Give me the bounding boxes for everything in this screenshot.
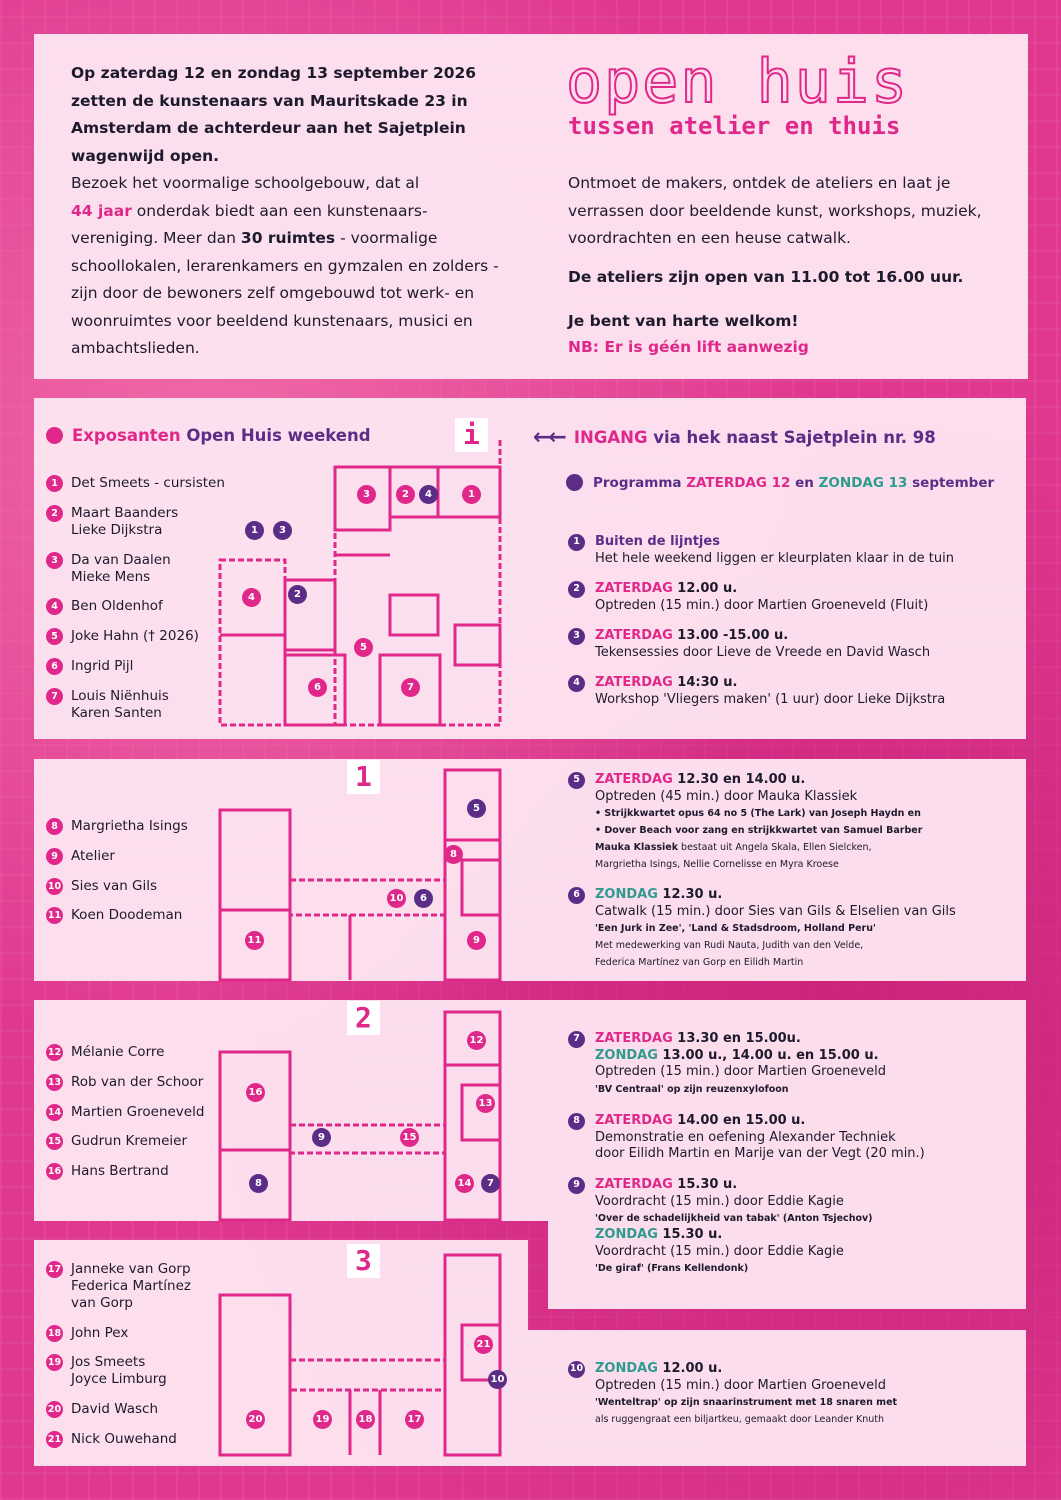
programme-day: ZATERDAG <box>595 628 673 643</box>
exhibitor-number-badge: 9 <box>46 848 63 865</box>
programme-day: ZONDAG <box>595 1361 658 1376</box>
programme-day: ZATERDAG <box>595 1113 673 1128</box>
intro-rooms: 30 ruimtes <box>240 229 336 247</box>
programme-text: Optreden (45 min.) door Mauka Klassiek <box>595 788 858 804</box>
map-room-badge: 16 <box>246 1083 265 1102</box>
map-room-badge: 15 <box>400 1128 419 1147</box>
exhibitor-name: Janneke van Gorp Federica Martínez van Gorp <box>71 1261 191 1311</box>
exhibitor-name: Nick Ouwehand <box>71 1431 177 1447</box>
programme-text: • Dover Beach voor zang en strijkkwartet van Samuel Barber <box>595 825 923 836</box>
map-room-badge: 10 <box>387 889 406 908</box>
programme-text: 'Een Jurk in Zee', 'Land & Stadsdroom, Holland Peru' <box>595 923 876 934</box>
exhibitor-name: Koen Doodeman <box>71 907 183 923</box>
programme-time: 14.00 en 15.00 u. <box>672 1113 806 1128</box>
programme-text: Optreden (15 min.) door Martien Groeneveld <box>595 1064 886 1079</box>
programme-text: Tekensessies door Lieve de Vreede en David Wasch <box>595 644 931 660</box>
map-room-badge: 19 <box>313 1410 332 1429</box>
map-room-badge: 6 <box>414 889 433 908</box>
programme-text: door Eilidh Martin en Marije van der Vegt (20 min.) <box>595 1146 925 1161</box>
map-room-badge: 3 <box>273 521 292 540</box>
exhibitor-name: David Wasch <box>71 1401 159 1417</box>
entrance-pink: INGANG <box>573 428 648 447</box>
programme-day: ZONDAG <box>595 1227 658 1242</box>
exhibitor-name: Jos Smeets Joyce Limburg <box>71 1354 167 1387</box>
programme-text: als ruggengraat een biljartkeu, gemaakt door Leander Knuth <box>595 1414 885 1425</box>
prog-sept: september <box>907 474 995 491</box>
exhibitor-number-badge: 6 <box>46 658 63 675</box>
programme-text: Workshop 'Vliegers maken' (1 uur) door Lieke Dijkstra <box>595 691 946 707</box>
prog-label: Programma <box>593 474 687 491</box>
entrance-arrows-icon: ←← <box>533 425 564 450</box>
programme-number-badge: 2 <box>568 581 585 598</box>
map-room-badge: 20 <box>246 1410 265 1429</box>
programme-number-badge: 4 <box>568 675 585 692</box>
programme-number-badge: 6 <box>568 887 585 904</box>
prog-sun: ZONDAG 13 <box>818 474 908 491</box>
map-room-badge: 5 <box>354 638 373 657</box>
programme-text: Demonstratie en oefening Alexander Techniek <box>595 1129 896 1145</box>
programme-time: 14:30 u. <box>672 675 738 690</box>
exhibitor-number-badge: 11 <box>46 907 63 924</box>
map-room-badge: 12 <box>467 1031 486 1050</box>
floor-2-label: 2 <box>347 1001 380 1035</box>
programme-number-badge: 3 <box>568 628 585 645</box>
map-room-badge: 4 <box>242 588 261 607</box>
prog-sat: ZATERDAG 12 <box>686 474 791 491</box>
programme-small-text: bestaat uit Angela Skala, Ellen Sielcken, <box>678 842 872 853</box>
floor-ground-label: i <box>455 418 488 452</box>
intro-p1: Bezoek het voormalige schoolgebouw, dat al <box>71 174 420 192</box>
programme-text: Met medewerking van Rudi Nauta, Judith van den Velde, <box>595 940 864 951</box>
map-room-badge: 2 <box>396 485 415 504</box>
exhibitor-name: Rob van der Schoor <box>71 1074 204 1090</box>
exhibitor-name: Maart Baanders Lieke Dijkstra <box>71 505 179 538</box>
exhibitor-number-badge: 8 <box>46 818 63 835</box>
map-room-badge: 13 <box>476 1094 495 1113</box>
exhibitor-name: Louis Niënhuis Karen Santen <box>71 688 169 721</box>
programme-number-badge: 9 <box>568 1177 585 1194</box>
map-room-badge: 6 <box>308 678 327 697</box>
exhibitor-number-badge: 16 <box>46 1163 63 1180</box>
exhibitor-number-badge: 13 <box>46 1074 63 1091</box>
exhibitor-name: Martien Groeneveld <box>71 1104 205 1120</box>
title-hours: De ateliers zijn open van 11.00 tot 16.00 uur. <box>568 268 964 286</box>
map-room-badge: 10 <box>488 1370 507 1389</box>
map-room-badge: 9 <box>312 1128 331 1147</box>
programme-text: Het hele weekend liggen er kleurplaten klaar in de tuin <box>595 550 954 566</box>
exhibitor-name: John Pex <box>71 1325 129 1341</box>
programme-text: • Strijkkwartet opus 64 no 5 (The Lark) van Joseph Haydn en <box>595 808 921 819</box>
exhibitor-number-badge: 18 <box>46 1325 63 1342</box>
map-room-badge: 8 <box>444 845 463 864</box>
exhibitor-number-badge: 4 <box>46 598 63 615</box>
programme-text: Optreden (15 min.) door Martien Groeneveld <box>595 1377 886 1393</box>
programme-time: 13.30 en 15.00u. <box>672 1031 801 1046</box>
exhibitor-name: Margrietha Isings <box>71 818 188 834</box>
programme-number-badge: 1 <box>568 534 585 551</box>
programme-day: ZATERDAG <box>595 675 673 690</box>
exhibitor-number-badge: 5 <box>46 628 63 645</box>
exhibitor-name: Hans Bertrand <box>71 1163 169 1179</box>
map-room-badge: 21 <box>474 1335 493 1354</box>
programme-text: 'De giraf' (Frans Kellendonk) <box>595 1263 749 1274</box>
programme-time: 12.30 u. <box>657 887 723 902</box>
floor-3-label: 3 <box>347 1244 380 1278</box>
programme-small-bold: Mauka Klassiek <box>595 842 679 853</box>
map-room-badge: 8 <box>249 1174 268 1193</box>
programme-number-badge: 7 <box>568 1031 585 1048</box>
exhibitor-number-badge: 21 <box>46 1431 63 1448</box>
programme-time: 12.00 u. <box>672 581 738 596</box>
exhibitor-number-badge: 14 <box>46 1104 63 1121</box>
programme-text: Federica Martínez van Gorp en Eilidh Martin <box>595 957 804 968</box>
map-room-badge: 4 <box>419 485 438 504</box>
exhibitor-number-badge: 17 <box>46 1261 63 1278</box>
programme-text: Buiten de lijntjes <box>595 534 720 549</box>
map-room-badge: 1 <box>462 485 481 504</box>
programme-number-badge: 8 <box>568 1113 585 1130</box>
map-room-badge: 1 <box>245 521 264 540</box>
title-main: open huis <box>566 47 910 117</box>
exhibitor-number-badge: 7 <box>46 688 63 705</box>
programme-day: ZATERDAG <box>595 772 673 787</box>
programme-time: 13.00 -15.00 u. <box>672 628 789 643</box>
intro-p3: - voormalige schoollokalen, lerarenkamers en gymzalen en zolders - zijn door de bewoners zelf omgebouwd tot werk- en woonruimtes voor beeldend kunstenaars, musici en ambachtslieden. <box>71 229 499 357</box>
exhibitor-name: Gudrun Kremeier <box>71 1133 188 1149</box>
map-room-badge: 3 <box>357 485 376 504</box>
programme-day: ZONDAG <box>595 1047 658 1063</box>
programme-text: 'BV Centraal' op zijn reuzenxylofoon <box>595 1083 789 1095</box>
entrance-rest: via hek naast Sajetplein nr. 98 <box>647 428 936 447</box>
map-room-badge: 14 <box>455 1174 474 1193</box>
map-room-badge: 11 <box>245 931 264 950</box>
map-room-badge: 17 <box>405 1410 424 1429</box>
exhibitor-number-badge: 15 <box>46 1133 63 1150</box>
exhibitor-number-badge: 2 <box>46 505 63 522</box>
programme-day: ZONDAG <box>595 887 658 902</box>
title-desc: Ontmoet de makers, ontdek de ateliers en laat je verrassen door beeldende kunst, workshops, muziek, voordrachten en een heuse catwalk. <box>568 174 982 247</box>
programme-text: Voordracht (15 min.) door Eddie Kagie <box>595 1193 844 1209</box>
programme-time: 15.30 u. <box>672 1177 738 1192</box>
intro-bold: Op zaterdag 12 en zondag 13 september 2026 zetten de kunstenaars van Mauritskade 23 in Amsterdam de achterdeur aan het Sajetplein wagenwijd open. <box>71 64 477 165</box>
exhibitor-number-badge: 19 <box>46 1354 63 1371</box>
heading-pink: Exposanten <box>72 426 181 445</box>
programme-text: Catwalk (15 min.) door Sies van Gils & Elselien van Gils <box>595 903 956 919</box>
map-room-badge: 2 <box>288 585 307 604</box>
programme-day: ZATERDAG <box>595 1031 673 1046</box>
floor-1-label: 1 <box>347 760 380 794</box>
programme-time: 12.00 u. <box>657 1361 723 1376</box>
programme-day: ZATERDAG <box>595 1177 673 1192</box>
exhibitor-number-badge: 1 <box>46 475 63 492</box>
exhibitor-name: Da van Daalen Mieke Mens <box>71 552 171 585</box>
exhibitor-number-badge: 10 <box>46 878 63 895</box>
programme-time: 12.30 en 14.00 u. <box>672 772 806 787</box>
programme-time: 15.30 u. <box>657 1227 723 1242</box>
exhibitor-name: Sies van Gils <box>71 878 158 894</box>
programme-text: Voordracht (15 min.) door Eddie Kagie <box>595 1243 844 1259</box>
exhibitor-number-badge: 20 <box>46 1401 63 1418</box>
exhibitor-number-badge: 3 <box>46 552 63 569</box>
exhibitor-name: Det Smeets - cursisten <box>71 475 225 491</box>
programme-time: 13.00 u., 14.00 u. en 15.00 u. <box>657 1047 879 1063</box>
title-sub: tussen atelier en thuis <box>568 112 901 140</box>
programme-number-badge: 10 <box>568 1361 585 1378</box>
exhibitor-name: Mélanie Corre <box>71 1044 165 1060</box>
title-nb: NB: Er is géén lift aanwezig <box>568 338 809 356</box>
exhibitor-name: Joke Hahn († 2026) <box>71 628 199 644</box>
heading-rest: Open Huis weekend <box>180 426 371 445</box>
prog-and: en <box>790 474 819 491</box>
programme-day: ZATERDAG <box>595 581 673 596</box>
programme-text: Optreden (15 min.) door Martien Groeneveld (Fluit) <box>595 597 929 613</box>
map-room-badge: 18 <box>356 1410 375 1429</box>
programme-number-badge: 5 <box>568 772 585 789</box>
map-room-badge: 7 <box>401 678 420 697</box>
programme-text: 'Wenteltrap' op zijn snaarinstrument met 18 snaren met <box>595 1397 898 1408</box>
programme-text: Margrietha Isings, Nellie Cornelisse en Myra Kroese <box>595 859 839 870</box>
map-room-badge: 9 <box>467 931 486 950</box>
exhibitor-number-badge: 12 <box>46 1044 63 1061</box>
exhibitor-name: Ben Oldenhof <box>71 598 163 614</box>
intro-p2: onderdak biedt aan een kunstenaars-vereniging. Meer dan <box>71 201 428 247</box>
title-welcome: Je bent van harte welkom! <box>568 312 799 330</box>
exhibitor-name: Ingrid Pijl <box>71 658 134 674</box>
map-room-badge: 5 <box>467 799 486 818</box>
programme-text: 'Over de schadelijkheid van tabak' (Anton Tsjechov) <box>595 1213 873 1224</box>
intro-years: 44 jaar <box>71 201 132 220</box>
exhibitor-name: Atelier <box>71 848 115 864</box>
map-room-badge: 7 <box>481 1174 500 1193</box>
